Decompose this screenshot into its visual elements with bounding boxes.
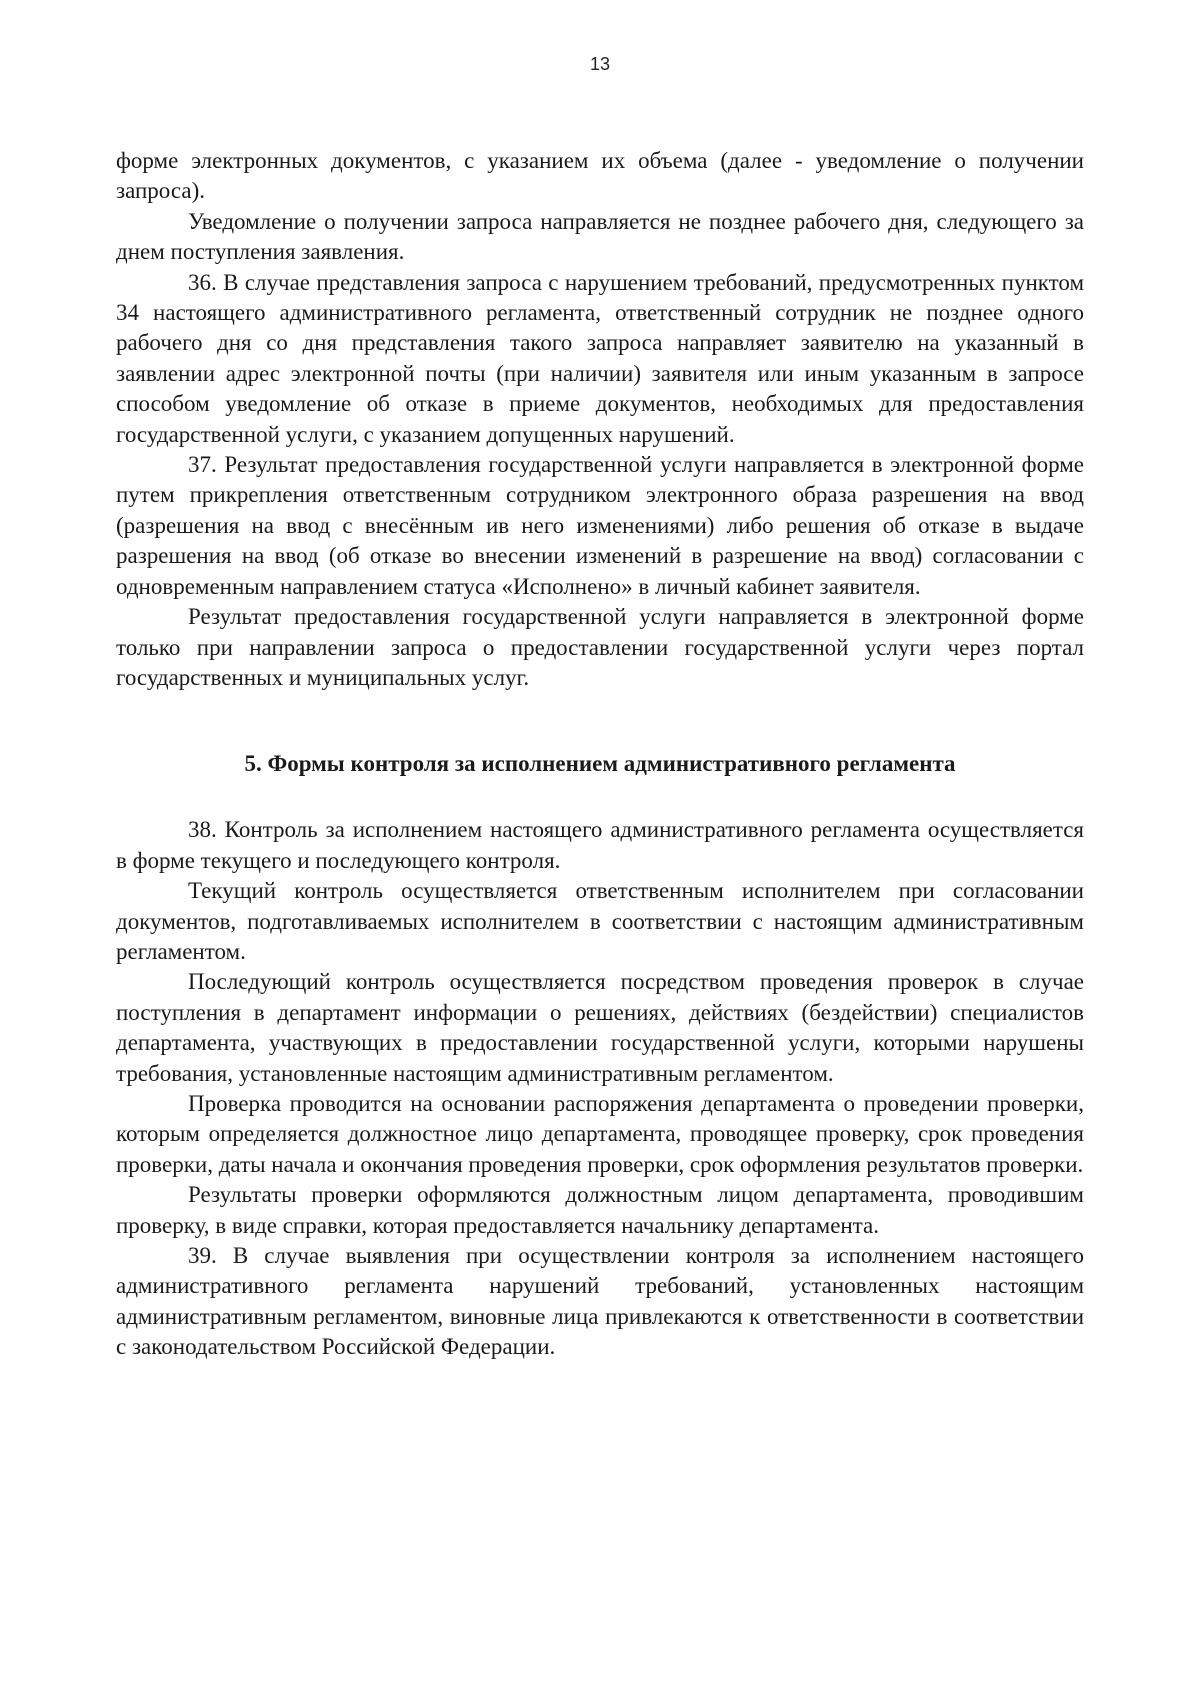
paragraph-36: 36. В случае представления запроса с нарушением требований, предусмотренных пунктом 34 настоящего административного регламента, ответственный сотрудник не позднее одного рабочего дня со дня представления такого запроса направляет заявителю на указанный в заявлении адрес электронной почты (при наличии) заявителя или иным указанным в запросе способом уведомление об отказе в приеме документов, необходимых для предоставления государственной услуги, с указанием допущенных нарушений. (116, 269, 1084, 447)
paragraph: Проверка проводится на основании распоряжения департамента о проведении проверки, которым определяется должностное лицо департамента, проводящее проверку, срок проведения проверки, даты начала и окончания проведения проверки, срок оформления результатов проверки. (116, 1090, 1084, 1177)
paragraph: Текущий контроль осуществляется ответственным исполнителем при согласовании документов, подготавливаемых исполнителем в соответствии с настоящим административным регламентом. (116, 878, 1084, 964)
document-body (116, 146, 1084, 1363)
page-number: 13 (589, 54, 611, 74)
section-5 (116, 815, 1084, 1362)
paragraph: Уведомление о получении запроса направляется не позднее рабочего дня, следующего за днем поступления заявления. (116, 208, 1084, 265)
paragraph-38: 38. Контроль за исполнением настоящего административного регламента осуществляется в форме текущего и последующего контроля. (116, 817, 1084, 873)
paragraph: Результаты проверки оформляются должностным лицом департамента, проводившим проверку, в виде справки, которая предоставляется начальнику департамента. (116, 1182, 1084, 1238)
paragraph: Последующий контроль осуществляется посредством проведения проверок в случае поступления в департамент информации о решениях, действиях (бездействии) специалистов департамента, участвующих в предоставлении государственной услуги, которыми нарушены требования, установленные настоящим административным регламентом. (116, 969, 1084, 1086)
paragraph-37: 37. Результат предоставления государственной услуги направляется в электронной форме путем прикрепления ответственным сотрудником электронного образа разрешения на ввод (разрешения на ввод с внесённым ив него изменениями) либо решения об отказе в выдаче разрешения на ввод (об отказе во внесении изменений в разрешение на ввод) согласовании с одновременным направлением статуса «Исполнено» в личный кабинет заявителя. (116, 452, 1084, 599)
section-5-heading: 5. Формы контроля за исполнением административного регламента (244, 751, 956, 777)
paragraph-39: 39. В случае выявления при осуществлении контроля за исполнением настоящего административного регламента нарушений требований, установленных настоящим административным регламентом, виновные лица привлекаются к ответственности в соответствии с законодательством Российской Федерации. (116, 1243, 1084, 1360)
paragraph: Результат предоставления государственной услуги направляется в электронной форме только при направлении запроса о предоставлении государственной услуги через портал государственных и муниципальных услуг. (116, 604, 1084, 690)
paragraph: форме электронных документов, с указанием их объема (далее - уведомление о получении запроса). (116, 148, 1084, 204)
section-4-continuation (116, 146, 1084, 693)
